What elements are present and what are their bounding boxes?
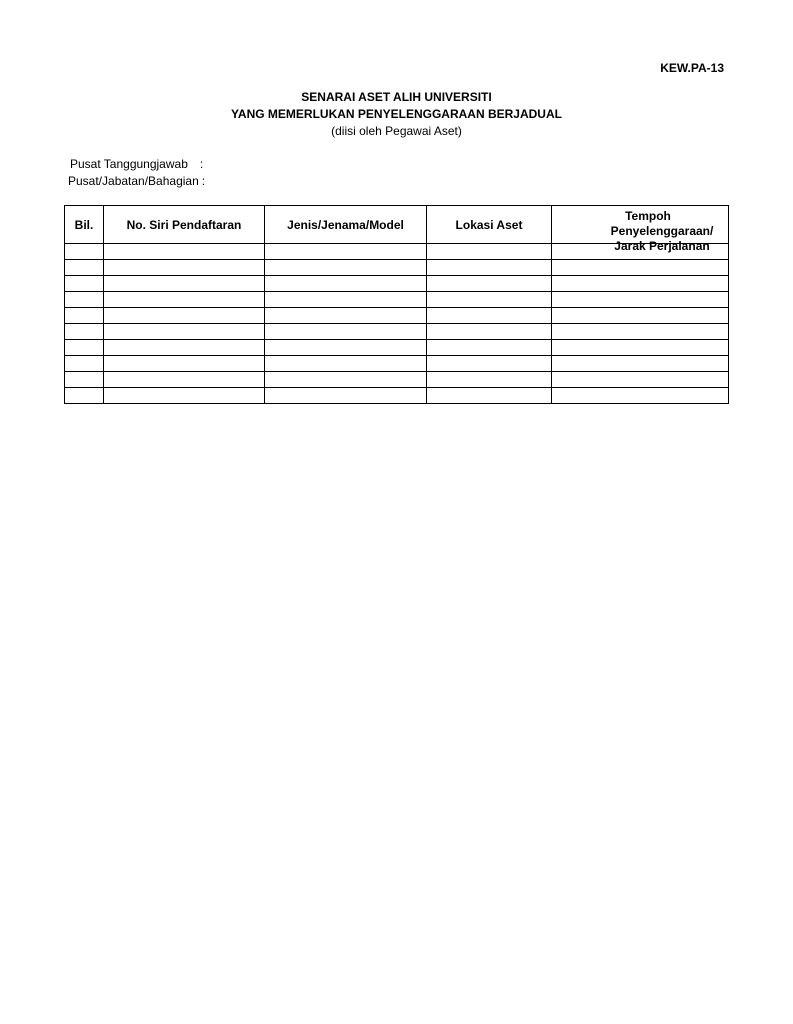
field-pusat-jabatan-label: Pusat/Jabatan/Bahagian [68, 174, 199, 188]
cell-no-siri [104, 324, 265, 340]
asset-table [64, 205, 729, 404]
document-subtitle: YANG MEMERLUKAN PENYELENGGARAAN BERJADUAL [231, 107, 562, 121]
cell-jenis [265, 308, 427, 324]
cell-lokasi [427, 340, 552, 356]
field-pusat-jabatan [68, 174, 205, 188]
field-pusat-tanggungjawab [70, 157, 203, 171]
cell-no-siri [104, 388, 265, 404]
cell-jenis [265, 244, 427, 260]
header-tempoh-line2: Penyelenggaraan/ [610, 224, 714, 238]
header-tempoh-line3: Jarak Perjalanan [614, 239, 710, 253]
cell-tempoh [552, 308, 729, 324]
cell-lokasi [427, 292, 552, 308]
cell-lokasi [427, 276, 552, 292]
cell-tempoh [552, 388, 729, 404]
cell-lokasi [427, 388, 552, 404]
table-row [65, 276, 729, 292]
cell-no-siri [104, 292, 265, 308]
cell-lokasi [427, 372, 552, 388]
cell-jenis [265, 340, 427, 356]
cell-tempoh [552, 340, 729, 356]
cell-tempoh [552, 276, 729, 292]
table-row [65, 308, 729, 324]
cell-bil [65, 356, 104, 372]
header-tempoh-line1: Tempoh [625, 209, 671, 223]
cell-no-siri [104, 356, 265, 372]
table-body [65, 244, 729, 404]
cell-jenis [265, 292, 427, 308]
table-row [65, 260, 729, 276]
cell-no-siri [104, 372, 265, 388]
cell-no-siri [104, 340, 265, 356]
cell-lokasi [427, 260, 552, 276]
cell-jenis [265, 372, 427, 388]
cell-no-siri [104, 276, 265, 292]
cell-jenis [265, 260, 427, 276]
cell-no-siri [104, 308, 265, 324]
cell-tempoh [552, 324, 729, 340]
cell-bil [65, 388, 104, 404]
cell-jenis [265, 324, 427, 340]
cell-tempoh [552, 260, 729, 276]
field-pusat-tanggungjawab-label: Pusat Tanggungjawab [70, 157, 188, 171]
cell-lokasi [427, 244, 552, 260]
cell-bil [65, 324, 104, 340]
table-row [65, 292, 729, 308]
header-jenis: Jenis/Jenama/Model [265, 206, 427, 244]
table-row [65, 324, 729, 340]
cell-bil [65, 292, 104, 308]
table-row [65, 356, 729, 372]
cell-no-siri [104, 244, 265, 260]
cell-bil [65, 340, 104, 356]
cell-tempoh [552, 356, 729, 372]
document-instruction: (diisi oleh Pegawai Aset) [331, 124, 462, 138]
cell-no-siri [104, 260, 265, 276]
cell-bil [65, 372, 104, 388]
cell-tempoh [552, 372, 729, 388]
cell-jenis [265, 388, 427, 404]
field-colon: : [199, 157, 204, 171]
cell-jenis [265, 356, 427, 372]
cell-bil [65, 244, 104, 260]
header-no-siri: No. Siri Pendaftaran [104, 206, 265, 244]
cell-lokasi [427, 356, 552, 372]
cell-lokasi [427, 308, 552, 324]
table-row [65, 372, 729, 388]
cell-bil [65, 308, 104, 324]
field-colon: : [201, 174, 206, 188]
header-lokasi: Lokasi Aset [427, 206, 552, 244]
header-tempoh [552, 206, 729, 253]
form-code: KEW.PA-13 [660, 61, 724, 75]
cell-bil [65, 276, 104, 292]
table-row [65, 340, 729, 356]
cell-lokasi [427, 324, 552, 340]
header-bil: Bil. [65, 206, 104, 244]
cell-jenis [265, 276, 427, 292]
document-title: SENARAI ASET ALIH UNIVERSITI [301, 90, 492, 104]
table-row [65, 388, 729, 404]
cell-bil [65, 260, 104, 276]
cell-tempoh [552, 292, 729, 308]
table-header-row [65, 206, 729, 244]
